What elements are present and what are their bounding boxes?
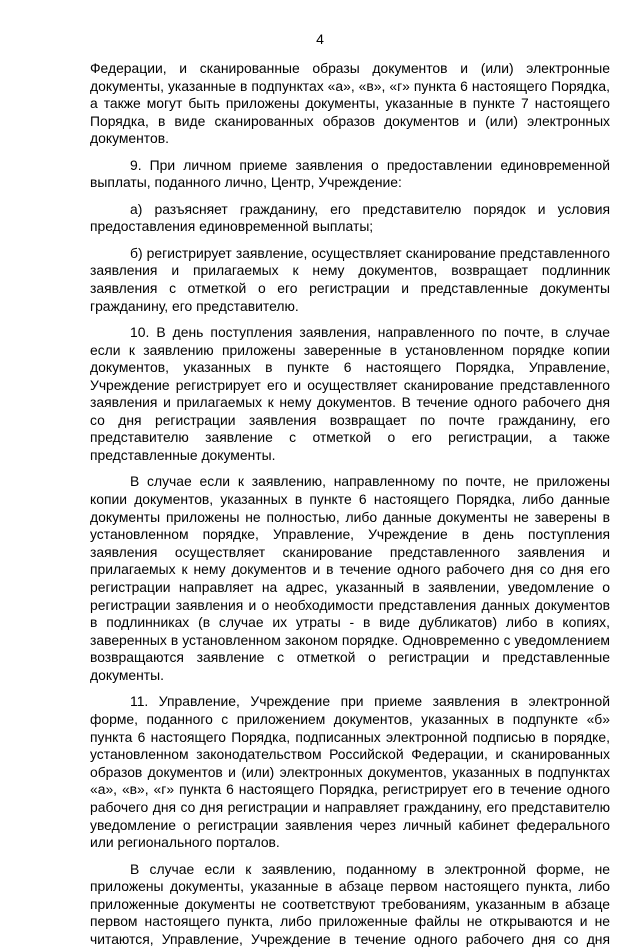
paragraph-item-10: 10. В день поступления заявления, направленного по почте, в случае если к заявлению приложены заверенные в установленном порядке копии документов, указанных в пункте 6 настоящего Порядка, Управление, Учреждение регистрирует его и осуществляет сканирование представленного заявления и прилагаемых к нему документов. В течение одного рабочего дня со дня регистрации заявления возвращает по почте гражданину, его представителю заявление с отметкой о его регистрации, а также представленные документы. xyxy=(90,323,610,464)
paragraph-item-10-cont: В случае если к заявлению, направленному по почте, не приложены копии документов, указанных в пункте 6 настоящего Порядка, либо данные документы приложены не полностью, либо данные документы не заверены в установленном порядке, Управление, Учреждение в день поступления заявления осуществляет сканирование представленного заявления и прилагаемых к нему документов и в течение одного рабочего дня со дня его регистрации направляет на адрес, указанный в заявлении, уведомление о регистрации заявления и о необходимости представления данных документов в подлинниках (в случае их утраты - в виде дубликатов) либо в копиях, заверенных в установленном законом порядке. Одновременно с уведомлением возвращаются заявление с отметкой о регистрации и представленные документы. xyxy=(90,473,610,683)
document-body xyxy=(90,60,610,948)
paragraph-continuation: Федерации, и сканированные образы документов и (или) электронные документы, указанные в подпунктах «а», «в», «г» пункта 6 настоящего Порядка, а также могут быть приложены документы, указанные в пункте 7 настоящего Порядка, в виде сканированных образов документов и (или) электронных документов. xyxy=(90,60,610,147)
page-number: 4 xyxy=(316,31,324,47)
paragraph-item-11-cont: В случае если к заявлению, поданному в электронной форме, не приложены документы, указанные в абзаце первом настоящего пункта, либо приложенные документы не соответствуют требованиям, указанным в абзаце первом настоящего пункта, либо приложенные файлы не открываются и не читаются, Управление, Учреждение в течение одного рабочего дня со дня xyxy=(90,860,610,947)
paragraph-item-9a: а) разъясняет гражданину, его представителю порядок и условия предоставления единовременной выплаты; xyxy=(90,200,610,235)
paragraph-item-11: 11. Управление, Учреждение при приеме заявления в электронной форме, поданного с приложением документов, указанных в подпункте «б» пункта 6 настоящего Порядка, подписанных электронной подписью в порядке, установленном законодательством Российской Федерации, и сканированных образов документов и (или) электронных документов, указанных в подпунктах «а», «в», «г» пункта 6 настоящего Порядка, регистрирует его в течение одного рабочего дня со дня регистрации и направляет гражданину, его представителю уведомление о регистрации заявления через личный кабинет федерального или регионального порталов. xyxy=(90,693,610,851)
paragraph-item-9b: б) регистрирует заявление, осуществляет сканирование представленного заявления и прилагаемых к нему документов, возвращает подлинник заявления с отметкой о его регистрации и представленные документы гражданину, его представителю. xyxy=(90,244,610,314)
paragraph-item-9: 9. При личном приеме заявления о предоставлении единовременной выплаты, поданного лично, Центр, Учреждение: xyxy=(90,156,610,191)
